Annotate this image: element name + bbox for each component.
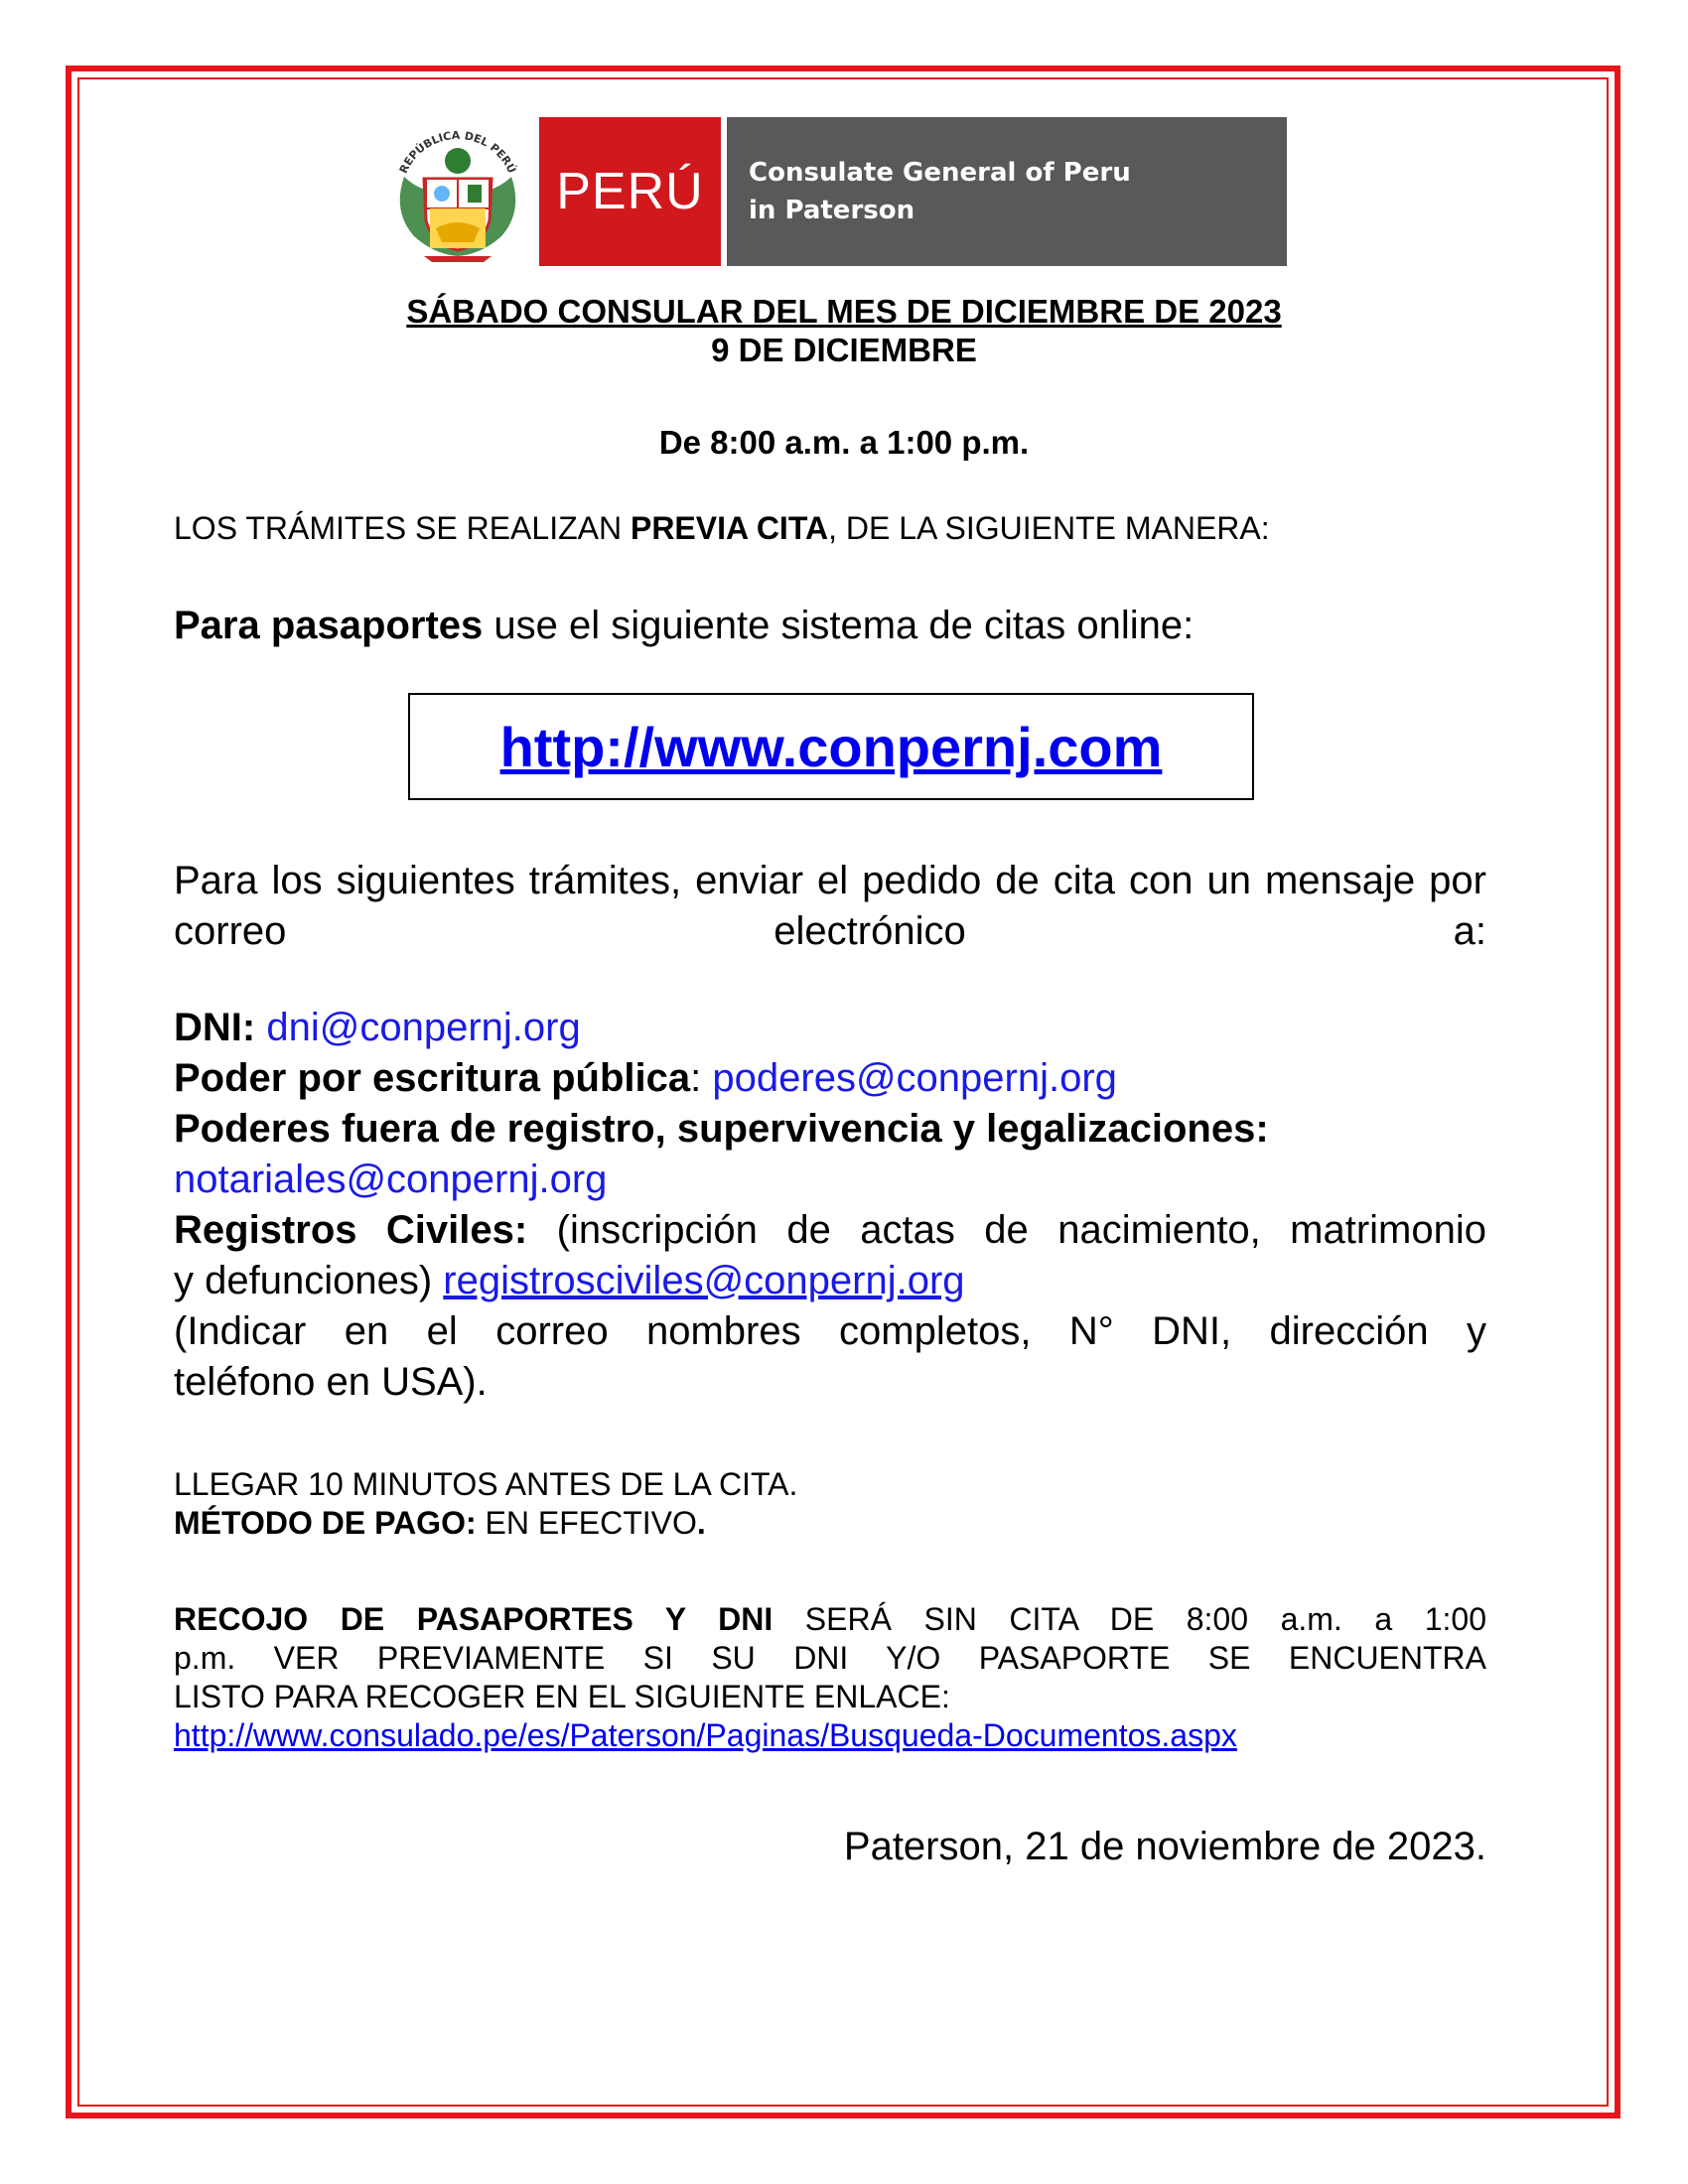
page-subtitle-date: 9 DE DICIEMBRE	[711, 332, 977, 368]
registros-text-cont: y defunciones)	[174, 1259, 444, 1302]
notariales-email-link[interactable]: notariales@conpernj.org	[174, 1158, 608, 1201]
payment-end: .	[696, 1505, 706, 1541]
pickup-line-1	[174, 1600, 1486, 1639]
contact-notariales-email	[174, 1155, 1486, 1205]
peru-coat-of-arms-icon	[384, 117, 531, 266]
document-search-link[interactable]: http://www.consulado.pe/es/Paterson/Paginas/Busqueda-Documentos.aspx	[174, 1717, 1237, 1753]
registros-label: Registros Civiles:	[174, 1208, 528, 1252]
payment-label: MÉTODO DE PAGO:	[174, 1505, 477, 1541]
contact-dni	[174, 1003, 1486, 1053]
poder-separator: :	[690, 1056, 702, 1100]
contact-registros-email	[174, 1256, 1486, 1306]
notariales-label: Poderes fuera de registro, supervivencia y legalizaciones:	[174, 1107, 1269, 1151]
passport-label: Para pasaportes	[174, 604, 484, 647]
consulate-line-2: in Paterson	[749, 196, 915, 225]
contact-notariales	[174, 1104, 1486, 1155]
consulate-title-box	[721, 117, 1287, 266]
indicar-note: (Indicar en el correo nombres completos, N° DNI, dirección y	[174, 1309, 1486, 1353]
dni-email-link[interactable]: dni@conpernj.org	[266, 1006, 581, 1049]
contact-poder	[174, 1053, 1486, 1104]
peru-brand-box: PERÚ	[539, 117, 721, 266]
consulate-line-1: Consulate General of Peru	[749, 158, 1131, 188]
passport-text: use el siguiente sistema de citas online:	[483, 604, 1195, 647]
pickup-label: RECOJO DE PASAPORTES Y DNI	[174, 1601, 774, 1637]
pickup-link-row	[174, 1716, 1486, 1755]
indicar-note-end: teléfono en USA).	[174, 1360, 488, 1404]
registros-email-link[interactable]: registrosciviles@conpernj.org	[443, 1259, 965, 1302]
payment-method	[174, 1504, 1486, 1543]
consulate-banner	[384, 117, 1287, 266]
intro-bold: PREVIA CITA	[630, 510, 829, 546]
pickup-notice	[174, 1600, 1486, 1755]
dni-label: DNI:	[174, 1006, 256, 1049]
intro-text: LOS TRÁMITES SE REALIZAN	[174, 510, 631, 546]
crest-text: REPÚBLICA DEL PERÚ	[396, 128, 519, 176]
email-instructions: Para los siguientes trámites, enviar el pedido de cita con un mensaje por correo electrónico a:	[174, 859, 1486, 953]
document-date: Paterson, 21 de noviembre de 2023.	[843, 1825, 1486, 1868]
payment-value: EN EFECTIVO	[476, 1505, 697, 1541]
page-title: SÁBADO CONSULAR DEL MES DE DICIEMBRE DE 2023	[406, 293, 1282, 330]
passport-booking-link[interactable]: http://www.conpernj.com	[499, 715, 1163, 778]
pickup-line-2: p.m. VER PREVIAMENTE SI SU DNI Y/O PASAPORTE SE ENCUENTRA	[174, 1640, 1486, 1676]
passport-instructions	[174, 604, 1486, 648]
poder-email-link[interactable]: poderes@conpernj.org	[712, 1056, 1117, 1100]
pickup-text: SERÁ SIN CITA DE 8:00 a.m. a 1:00	[773, 1601, 1487, 1637]
pickup-line-3: LISTO PARA RECOGER EN EL SIGUIENTE ENLACE:	[174, 1679, 950, 1714]
contact-list	[174, 1003, 1486, 1408]
contact-registros	[174, 1205, 1486, 1256]
arrival-notes	[174, 1465, 1486, 1543]
procedures-intro	[174, 510, 1486, 547]
opening-hours: De 8:00 a.m. a 1:00 p.m.	[658, 424, 1030, 461]
intro-text-end: , DE LA SIGUIENTE MANERA:	[828, 510, 1270, 546]
registros-text: (inscripción de actas de nacimiento, matrimonio	[527, 1208, 1487, 1252]
poder-label: Poder por escritura pública	[174, 1056, 691, 1100]
passport-url-box	[408, 693, 1254, 800]
arrival-note: LLEGAR 10 MINUTOS ANTES DE LA CITA.	[174, 1466, 798, 1502]
